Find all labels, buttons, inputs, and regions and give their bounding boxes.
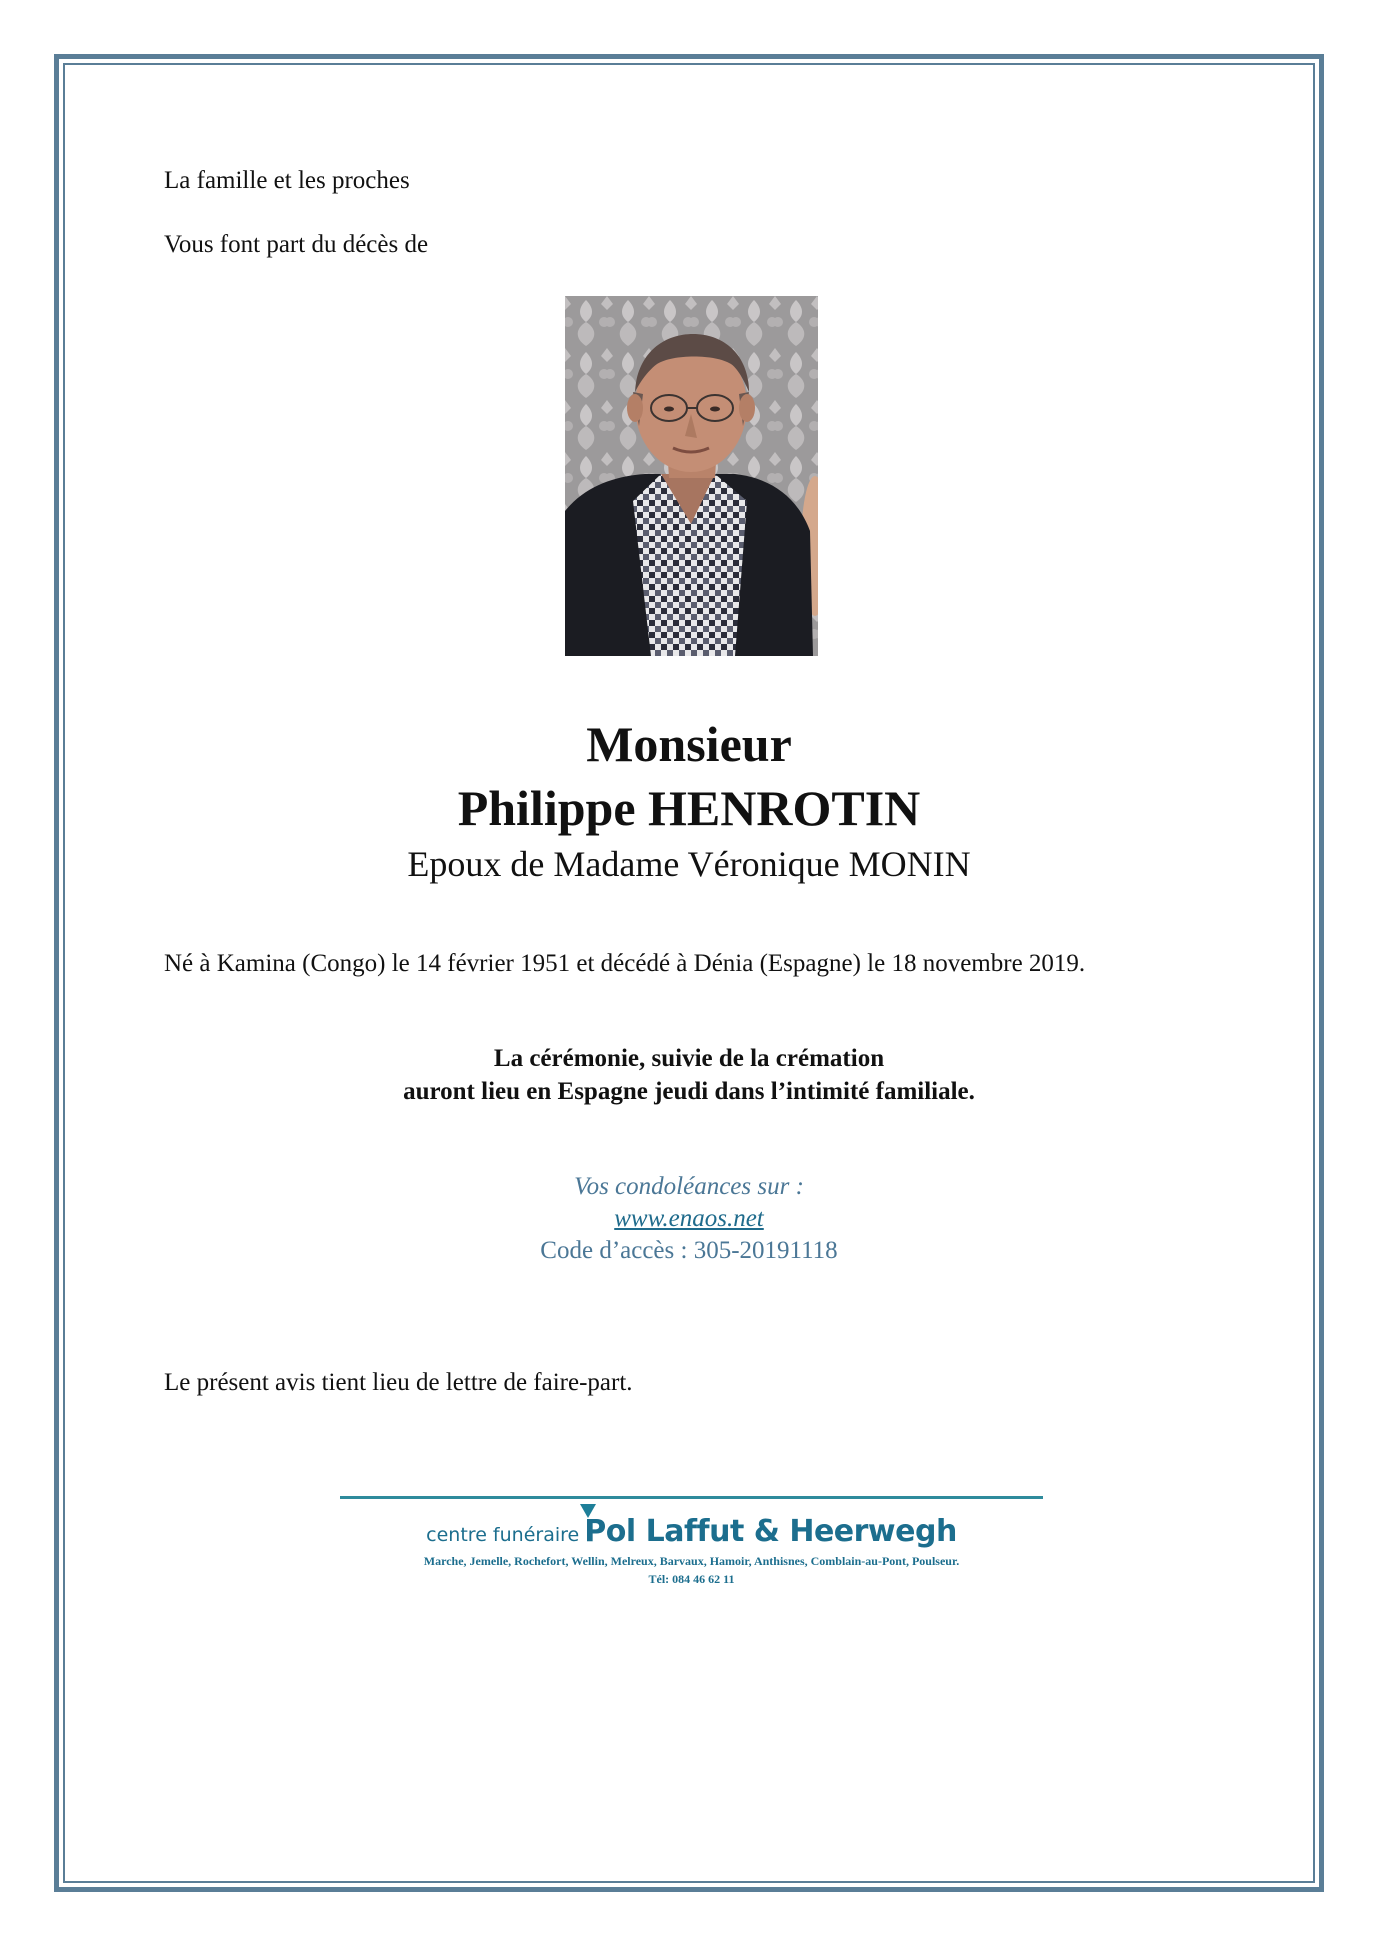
ceremony-line-1: La cérémonie, suivie de la crémation [493, 1045, 885, 1072]
birth-death-line: Né à Kamina (Congo) le 14 février 1951 et décédé à Dénia (Espagne) le 18 novembre 2019. [164, 950, 1086, 977]
funeral-home-phone: Tél: 084 46 62 11 [648, 1572, 735, 1586]
portrait-photo [565, 296, 818, 656]
condolences-link[interactable]: www.enaos.net [614, 1205, 764, 1232]
logo-prefix: centre funéraire [426, 1524, 580, 1546]
intro-line-family: La famille et les proches [164, 167, 410, 194]
intro-line-announcement: Vous font part du décès de [164, 231, 429, 258]
funeral-home-logo [340, 1514, 1043, 1549]
condolences-label: Vos condoléances sur : [574, 1173, 804, 1200]
spouse-line: Epoux de Madame Véronique MONIN [407, 844, 971, 884]
closing-line: Le présent avis tient lieu de lettre de faire-part. [164, 1369, 633, 1396]
logo-divider [340, 1496, 1043, 1499]
honorific-title: Monsieur [586, 716, 792, 772]
funeral-home-locations: Marche, Jemelle, Rochefort, Wellin, Melreux, Barvaux, Hamoir, Anthisnes, Comblain-au-Pont, Poulseur. [423, 1554, 960, 1568]
ceremony-line-2: auront lieu en Espagne jeudi dans l’intimité familiale. [403, 1078, 975, 1105]
logo-brand: Pol Laffut & Heerwegh [584, 1514, 957, 1549]
deceased-name: Philippe HENROTIN [457, 780, 921, 836]
access-code: Code d’accès : 305-20191118 [540, 1237, 838, 1264]
